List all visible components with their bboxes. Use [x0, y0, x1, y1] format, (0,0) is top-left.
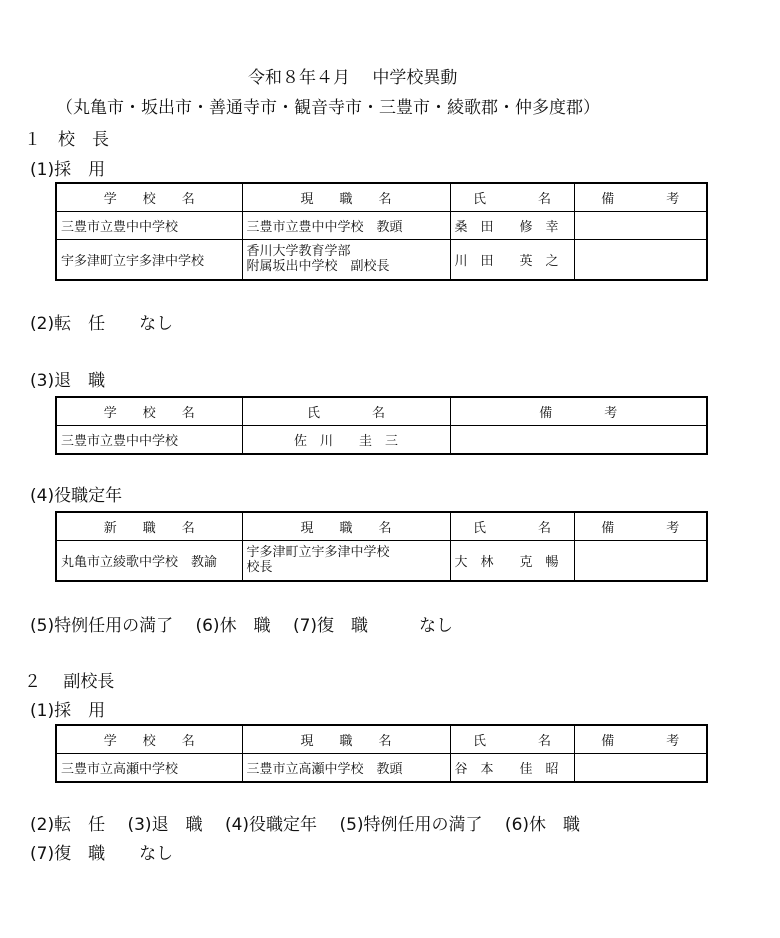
- column-header: 備 考: [574, 512, 707, 541]
- vice-principal-other-items-line: (2)転 任 (3)退 職 (4)役職定年 (5)特例任用の満了 (6)休 職: [30, 815, 581, 835]
- current-post-cell: 香川大学教育学部 附属坂出中学校 副校長: [242, 240, 450, 280]
- column-header: 学 校 名: [56, 183, 242, 212]
- school-cell: 三豊市立高瀬中学校: [56, 754, 242, 782]
- principal-retirement-label: (3)退 職: [30, 371, 106, 391]
- principal-hiring-table: [55, 182, 708, 281]
- column-header: 新 職 名: [56, 512, 242, 541]
- column-header: 氏 名: [242, 397, 450, 426]
- page-title: 令和８年４月 中学校異動: [248, 68, 458, 88]
- name-cell: 大 林 克 暢: [450, 541, 574, 581]
- table-row: [56, 426, 707, 454]
- remarks-cell: [574, 240, 707, 280]
- vice-principal-reinstatement-line: (7)復 職 なし: [30, 844, 174, 864]
- school-cell: 三豊市立豊中中学校: [56, 212, 242, 240]
- column-header: 氏 名: [450, 183, 574, 212]
- remarks-cell: [450, 426, 707, 454]
- table-row: [56, 754, 707, 782]
- current-post-cell: 三豊市立豊中中学校 教頭: [242, 212, 450, 240]
- principal-other-items-line: (5)特例任用の満了 (6)休 職 (7)復 職 なし: [30, 616, 454, 636]
- school-cell: 宇多津町立宇多津中学校: [56, 240, 242, 280]
- principal-post-age-limit-table: [55, 511, 708, 582]
- column-header: 備 考: [574, 725, 707, 754]
- section-vice-principal-heading: ２ 副校長: [24, 672, 115, 692]
- table-header-row: [56, 397, 707, 426]
- vice-principal-hiring-table: [55, 724, 708, 783]
- table-row: [56, 240, 707, 280]
- column-header: 氏 名: [450, 512, 574, 541]
- remarks-cell: [574, 754, 707, 782]
- name-cell: 桑 田 修 幸: [450, 212, 574, 240]
- name-cell: 佐 川 圭 三: [242, 426, 450, 454]
- section-principal-heading: １ 校 長: [24, 130, 109, 150]
- column-header: 備 考: [450, 397, 707, 426]
- column-header: 氏 名: [450, 725, 574, 754]
- column-header: 現 職 名: [242, 512, 450, 541]
- name-cell: 谷 本 佳 昭: [450, 754, 574, 782]
- table-row: [56, 541, 707, 581]
- current-post-cell: 三豊市立高瀬中学校 教頭: [242, 754, 450, 782]
- column-header: 学 校 名: [56, 725, 242, 754]
- column-header: 現 職 名: [242, 183, 450, 212]
- remarks-cell: [574, 541, 707, 581]
- principal-transfer-line: (2)転 任 なし: [30, 314, 174, 334]
- table-header-row: [56, 183, 707, 212]
- current-post-cell: 宇多津町立宇多津中学校 校長: [242, 541, 450, 581]
- column-header: 現 職 名: [242, 725, 450, 754]
- school-cell: 三豊市立豊中中学校: [56, 426, 242, 454]
- table-row: [56, 212, 707, 240]
- principal-hiring-label: (1)採 用: [30, 160, 106, 180]
- column-header: 学 校 名: [56, 397, 242, 426]
- remarks-cell: [574, 212, 707, 240]
- table-header-row: [56, 725, 707, 754]
- column-header: 備 考: [574, 183, 707, 212]
- vice-principal-hiring-label: (1)採 用: [30, 701, 106, 721]
- page-subtitle: （丸亀市・坂出市・善通寺市・観音寺市・三豊市・綾歌郡・仲多度郡）: [56, 98, 600, 118]
- principal-retirement-table: [55, 396, 708, 455]
- new-post-cell: 丸亀市立綾歌中学校 教諭: [56, 541, 242, 581]
- name-cell: 川 田 英 之: [450, 240, 574, 280]
- table-header-row: [56, 512, 707, 541]
- principal-post-age-limit-label: (4)役職定年: [30, 486, 123, 506]
